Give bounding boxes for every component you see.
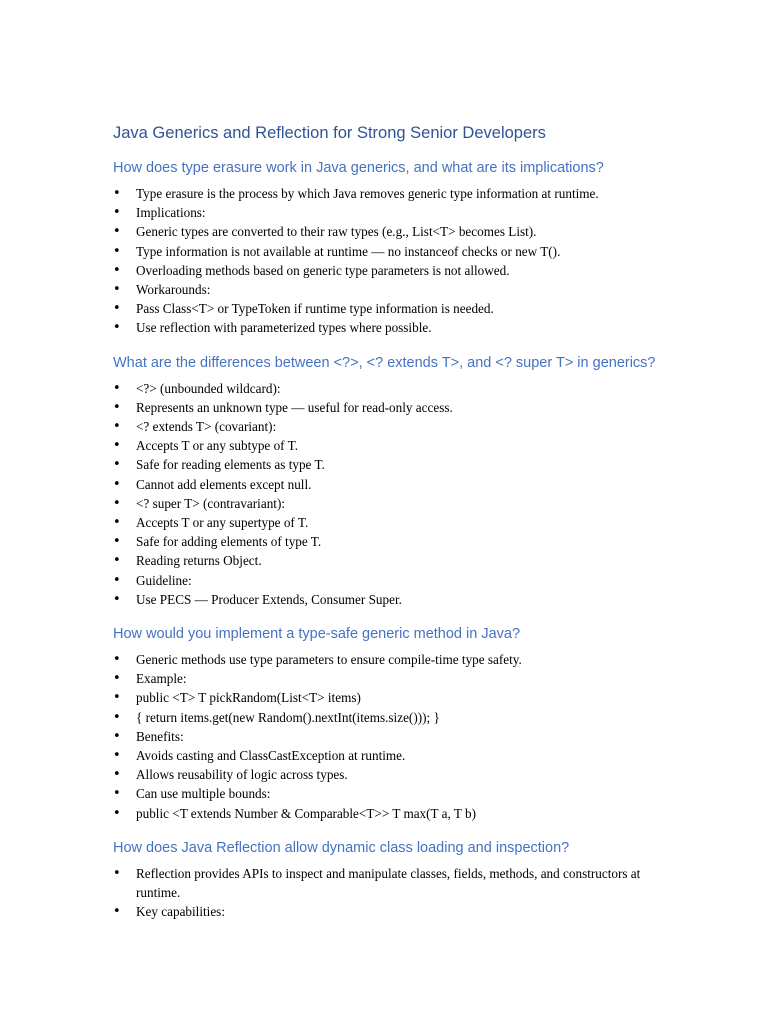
list-item: • Benefits: <box>113 727 673 746</box>
bullet-list <box>113 184 673 338</box>
section-type-erasure <box>113 157 673 338</box>
document-body <box>113 124 673 936</box>
section-wildcards <box>113 352 673 609</box>
list-item: • { return items.get(new Random().nextInt(items.size())); } <box>113 708 673 727</box>
section-heading: How does Java Reflection allow dynamic class loading and inspection? <box>113 839 570 856</box>
list-item: • Overloading methods based on generic type parameters is not allowed. <box>113 261 673 280</box>
list-item: • Cannot add elements except null. <box>113 475 673 494</box>
list-item: • Accepts T or any subtype of T. <box>113 436 673 455</box>
list-item: • Example: <box>113 669 673 688</box>
section-generic-method <box>113 623 673 823</box>
list-item: • Guideline: <box>113 571 673 590</box>
list-item: • Reading returns Object. <box>113 551 673 570</box>
list-item: • Allows reusability of logic across types. <box>113 765 673 784</box>
list-item: • public <T> T pickRandom(List<T> items) <box>113 688 673 707</box>
list-item: • Reflection provides APIs to inspect and manipulate classes, fields, methods, and constructors at runtime. <box>113 864 673 902</box>
section-heading: How would you implement a type-safe generic method in Java? <box>113 626 521 643</box>
list-item: • Implications: <box>113 203 673 222</box>
list-item: • Use reflection with parameterized types where possible. <box>113 318 673 337</box>
bullet-list <box>113 864 673 922</box>
list-item: • Key capabilities: <box>113 902 673 921</box>
list-item: • <? super T> (contravariant): <box>113 494 673 513</box>
list-item: • Avoids casting and ClassCastException at runtime. <box>113 746 673 765</box>
list-item: • Accepts T or any supertype of T. <box>113 513 673 532</box>
bullet-list <box>113 650 673 823</box>
list-item: • Generic types are converted to their raw types (e.g., List<T> becomes List). <box>113 222 673 241</box>
section-heading: How does type erasure work in Java generics, and what are its implications? <box>113 160 604 176</box>
list-item: • Safe for reading elements as type T. <box>113 455 673 474</box>
section-heading: What are the differences between <?>, <? extends T>, and <? super T> in generics? <box>113 354 656 371</box>
section-reflection <box>113 837 673 922</box>
list-item: • Generic methods use type parameters to ensure compile-time type safety. <box>113 650 673 669</box>
list-item: • Workarounds: <box>113 280 673 299</box>
document-title: Java Generics and Reflection for Strong Senior Developers <box>113 124 546 142</box>
bullet-list <box>113 379 673 609</box>
list-item: • Safe for adding elements of type T. <box>113 532 673 551</box>
list-item: • Type information is not available at runtime — no instanceof checks or new T(). <box>113 242 673 261</box>
list-item: • Pass Class<T> or TypeToken if runtime type information is needed. <box>113 299 673 318</box>
list-item: • <?> (unbounded wildcard): <box>113 379 673 398</box>
list-item: • Use PECS — Producer Extends, Consumer Super. <box>113 590 673 609</box>
list-item: • public <T extends Number & Comparable<T>> T max(T a, T b) <box>113 804 673 823</box>
list-item: • Type erasure is the process by which Java removes generic type information at runtime. <box>113 184 673 203</box>
list-item: • <? extends T> (covariant): <box>113 417 673 436</box>
list-item: • Can use multiple bounds: <box>113 784 673 803</box>
list-item: • Represents an unknown type — useful for read-only access. <box>113 398 673 417</box>
